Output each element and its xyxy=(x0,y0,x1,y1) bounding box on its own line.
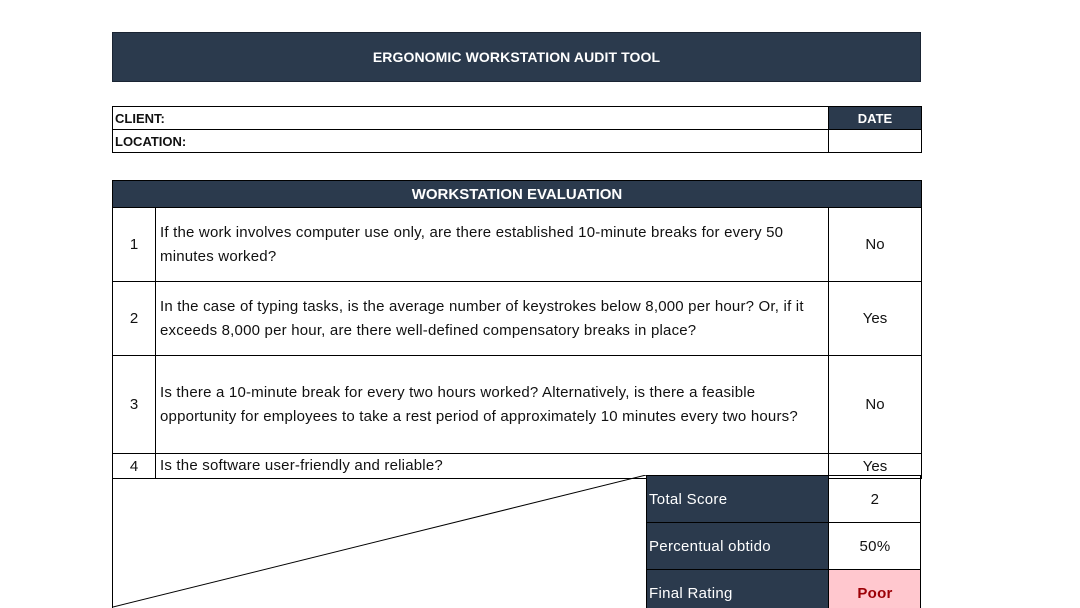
final-rating-value: Poor xyxy=(829,570,922,608)
question-number: 3 xyxy=(113,356,156,454)
page-title: ERGONOMIC WORKSTATION AUDIT TOOL xyxy=(112,32,921,82)
answer-cell[interactable]: No xyxy=(829,208,922,282)
summary-area xyxy=(112,475,921,608)
total-score-value: 2 xyxy=(829,476,922,523)
question-number: 2 xyxy=(113,282,156,356)
percentage-label: Percentual obtido xyxy=(647,523,829,570)
location-cell[interactable] xyxy=(113,130,829,153)
answer-cell[interactable]: Yes xyxy=(829,454,922,479)
percentage-value: 50% xyxy=(829,523,922,570)
answer-cell[interactable]: Yes xyxy=(829,282,922,356)
question-text: Is the software user-friendly and reliable? xyxy=(156,454,829,479)
answer-cell[interactable]: No xyxy=(829,356,922,454)
percentage-row xyxy=(647,523,922,570)
client-label: CLIENT: xyxy=(115,110,165,126)
question-number: 4 xyxy=(113,454,156,479)
question-row xyxy=(113,208,922,282)
location-label: LOCATION: xyxy=(115,133,187,149)
question-row xyxy=(113,356,922,454)
question-text: If the work involves computer use only, are there established 10-minute breaks for every 50 minutes worked? xyxy=(156,208,829,282)
date-header: DATE xyxy=(829,107,922,130)
question-text: Is there a 10-minute break for every two hours worked? Alternatively, is there a feasible opportunity for employees to take a rest period of approximately 10 minutes every two hours? xyxy=(156,356,829,454)
question-text: In the case of typing tasks, is the average number of keystrokes below 8,000 per hour? Or, if it exceeds 8,000 per hour, are there well-defined compensatory breaks in place? xyxy=(156,282,829,356)
total-score-row xyxy=(647,476,922,523)
client-row xyxy=(113,107,922,130)
score-table xyxy=(646,475,921,608)
location-row xyxy=(113,130,922,153)
total-score-label: Total Score xyxy=(647,476,829,523)
final-rating-label: Final Rating xyxy=(647,570,829,608)
client-cell[interactable] xyxy=(113,107,829,130)
date-cell[interactable] xyxy=(829,130,922,153)
final-rating-row xyxy=(647,570,922,608)
info-table xyxy=(112,106,922,153)
question-number: 1 xyxy=(113,208,156,282)
evaluation-header: WORKSTATION EVALUATION xyxy=(113,181,922,208)
evaluation-table xyxy=(112,180,922,479)
question-row xyxy=(113,282,922,356)
